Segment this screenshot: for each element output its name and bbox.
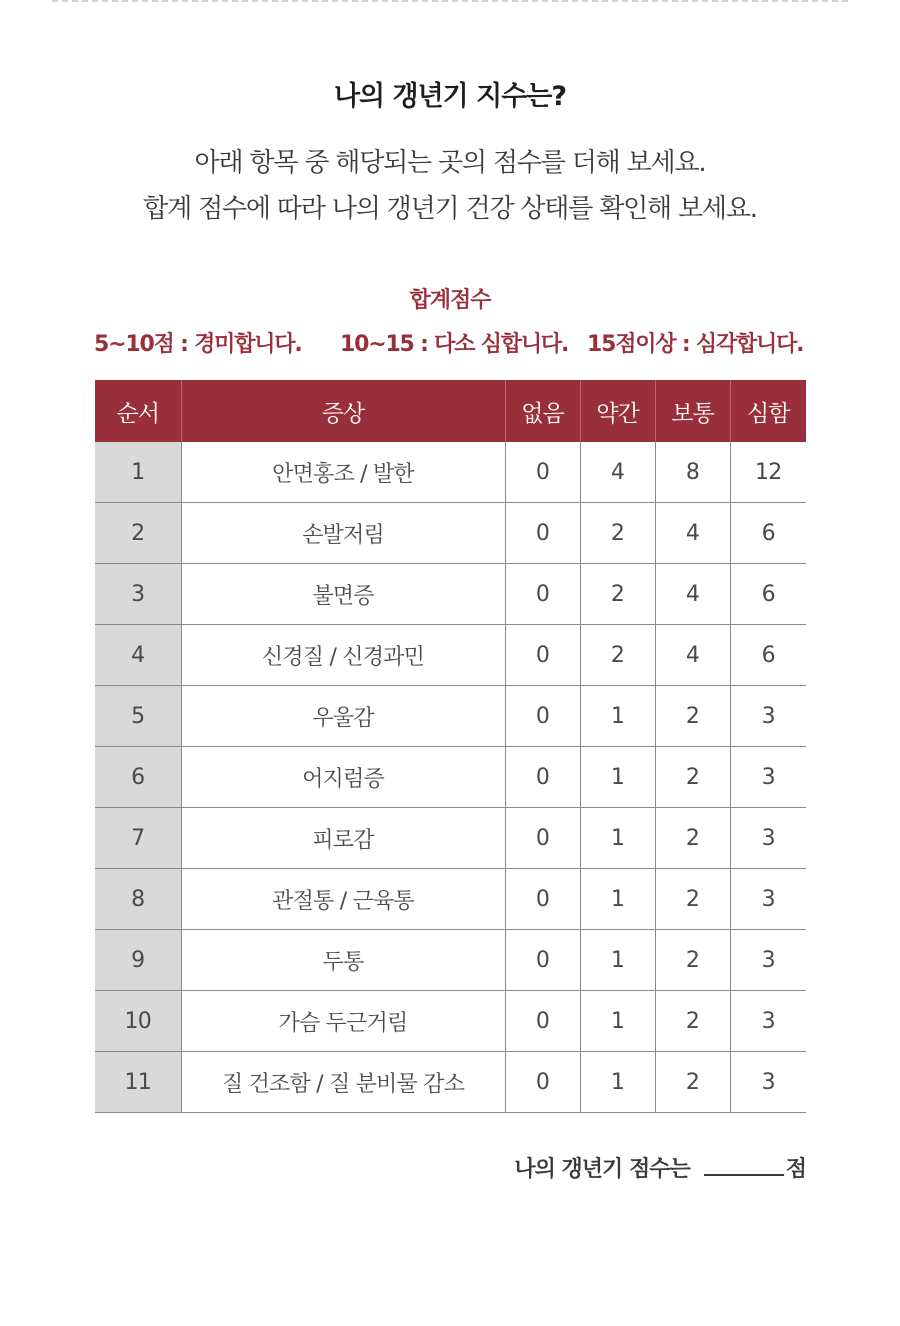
cell-severe: 3: [730, 1052, 806, 1113]
cell-none: 0: [505, 1052, 580, 1113]
cell-order: 5: [95, 686, 181, 747]
cell-severe: 6: [730, 503, 806, 564]
cell-severe: 6: [730, 564, 806, 625]
cell-none: 0: [505, 625, 580, 686]
top-dashed-divider: [52, 0, 848, 2]
cell-order: 6: [95, 747, 181, 808]
cell-none: 0: [505, 442, 580, 503]
cell-symptom: 두통: [181, 930, 505, 991]
cell-moderate: 2: [655, 991, 730, 1052]
cell-none: 0: [505, 747, 580, 808]
cell-severe: 3: [730, 747, 806, 808]
header-severe: 심함: [730, 380, 806, 442]
cell-slight: 2: [580, 564, 655, 625]
cell-slight: 1: [580, 808, 655, 869]
table-row: [95, 869, 806, 930]
cell-slight: 1: [580, 1052, 655, 1113]
symptom-score-table: [95, 380, 806, 1113]
cell-none: 0: [505, 808, 580, 869]
cell-slight: 1: [580, 869, 655, 930]
table-row: [95, 686, 806, 747]
cell-order: 1: [95, 442, 181, 503]
cell-symptom: 가슴 두근거림: [181, 991, 505, 1052]
cell-moderate: 4: [655, 503, 730, 564]
cell-slight: 4: [580, 442, 655, 503]
description-line-2: 합계 점수에 따라 나의 갱년기 건강 상태를 확인해 보세요.: [143, 194, 757, 224]
cell-severe: 12: [730, 442, 806, 503]
cell-symptom: 어지럼증: [181, 747, 505, 808]
cell-none: 0: [505, 564, 580, 625]
cell-symptom: 안면홍조 / 발한: [181, 442, 505, 503]
table-row: [95, 930, 806, 991]
cell-symptom: 피로감: [181, 808, 505, 869]
table-row: [95, 808, 806, 869]
cell-moderate: 2: [655, 1052, 730, 1113]
header-none: 없음: [505, 380, 580, 442]
cell-symptom: 관절통 / 근육통: [181, 869, 505, 930]
cell-moderate: 8: [655, 442, 730, 503]
cell-none: 0: [505, 686, 580, 747]
cell-order: 7: [95, 808, 181, 869]
criteria-mild: 5~10점 : 경미합니다.: [94, 332, 302, 357]
cell-slight: 1: [580, 747, 655, 808]
cell-slight: 2: [580, 625, 655, 686]
cell-moderate: 4: [655, 564, 730, 625]
table-row: [95, 503, 806, 564]
cell-none: 0: [505, 991, 580, 1052]
table-row: [95, 442, 806, 503]
header-slight: 약간: [580, 380, 655, 442]
cell-symptom: 손발저림: [181, 503, 505, 564]
cell-moderate: 2: [655, 930, 730, 991]
cell-moderate: 4: [655, 625, 730, 686]
page-title: 나의 갱년기 지수는?: [333, 81, 567, 112]
cell-slight: 1: [580, 930, 655, 991]
table-row: [95, 1052, 806, 1113]
table-header-row: [95, 380, 806, 442]
my-score-label: 나의 갱년기 점수는: [514, 1157, 690, 1182]
criteria-moderate: 10~15 : 다소 심합니다.: [340, 332, 569, 357]
description-line-1: 아래 항목 중 해당되는 곳의 점수를 더해 보세요.: [194, 148, 706, 178]
header-symptom: 증상: [181, 380, 505, 442]
cell-none: 0: [505, 503, 580, 564]
cell-severe: 6: [730, 625, 806, 686]
score-unit: 점: [785, 1157, 806, 1182]
cell-slight: 1: [580, 991, 655, 1052]
my-score-line: [514, 1152, 806, 1183]
cell-moderate: 2: [655, 747, 730, 808]
table-row: [95, 991, 806, 1052]
header-order: 순서: [95, 380, 181, 442]
header-moderate: 보통: [655, 380, 730, 442]
score-blank: [704, 1152, 784, 1176]
cell-order: 8: [95, 869, 181, 930]
cell-severe: 3: [730, 991, 806, 1052]
cell-order: 10: [95, 991, 181, 1052]
cell-order: 2: [95, 503, 181, 564]
cell-moderate: 2: [655, 686, 730, 747]
cell-symptom: 질 건조함 / 질 분비물 감소: [181, 1052, 505, 1113]
cell-order: 9: [95, 930, 181, 991]
criteria-severe: 15점이상 : 심각합니다.: [587, 332, 804, 357]
total-score-heading: 합계점수: [409, 288, 491, 313]
table-row: [95, 564, 806, 625]
cell-severe: 3: [730, 808, 806, 869]
cell-symptom: 신경질 / 신경과민: [181, 625, 505, 686]
cell-none: 0: [505, 869, 580, 930]
cell-order: 4: [95, 625, 181, 686]
cell-severe: 3: [730, 686, 806, 747]
cell-severe: 3: [730, 930, 806, 991]
cell-order: 3: [95, 564, 181, 625]
cell-moderate: 2: [655, 869, 730, 930]
cell-moderate: 2: [655, 808, 730, 869]
table-row: [95, 625, 806, 686]
cell-symptom: 우울감: [181, 686, 505, 747]
cell-slight: 2: [580, 503, 655, 564]
cell-severe: 3: [730, 869, 806, 930]
cell-symptom: 불면증: [181, 564, 505, 625]
table-row: [95, 747, 806, 808]
cell-slight: 1: [580, 686, 655, 747]
cell-order: 11: [95, 1052, 181, 1113]
cell-none: 0: [505, 930, 580, 991]
